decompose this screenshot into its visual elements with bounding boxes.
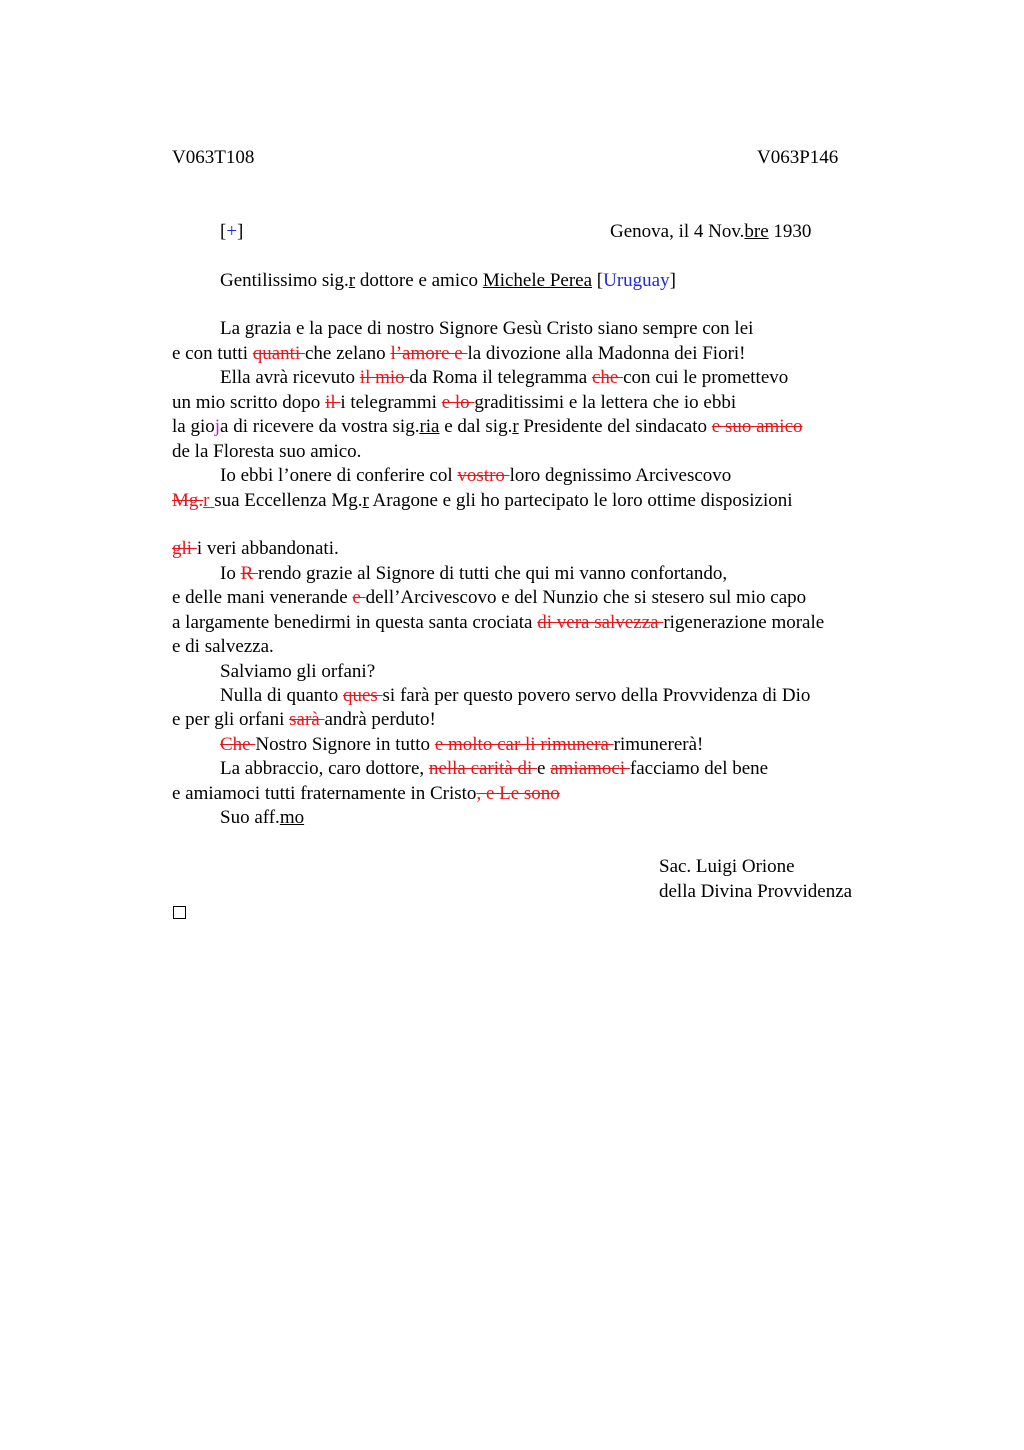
text-line: Ella avrà ricevuto il mio da Roma il telegramma che con cui le promettevo [220,367,789,388]
end-box-icon [173,906,186,919]
bracket-close: ] [237,221,244,242]
text-line: Salviamo gli orfani? [220,661,376,682]
recipient-name: Michele Perea [482,270,593,291]
document-code-right: V063P146 [757,147,839,168]
text-line: Io R rendo grazie al Signore di tutti che qui mi vanno confortando, [220,563,728,584]
text-line: Mg.r sua Eccellenza Mg.r Aragone e gli ho partecipato le loro ottime disposizioni [172,490,793,511]
text-line: e amiamoci tutti fraternamente in Cristo, e Le sono [172,783,560,804]
text-line: e per gli orfani sarà andrà perduto! [172,709,436,730]
bracket-open: [ [220,221,227,242]
signature-name: Sac. Luigi Orione [659,856,795,877]
text-line: Io ebbi l’onere di conferire col vostro loro degnissimo Arcivescovo [220,465,732,486]
cross-mark [220,220,243,244]
text-line: gli i veri abbandonati. [172,538,339,559]
dateline: Genova, il 4 Nov.bre 1930 [610,221,812,242]
document-code-left: V063T108 [172,147,255,168]
text-line: e con tutti quanti che zelano l’amore e la divozione alla Madonna dei Fiori! [172,343,746,364]
closing-line: Suo aff.mo [220,807,305,828]
text-line: de la Floresta suo amico. [172,441,362,462]
cross-symbol: + [226,221,238,242]
text-line: a largamente benedirmi in questa santa crociata di vera salvezza rigenerazione morale [172,612,825,633]
text-line: un mio scritto dopo il i telegrammi e lo graditissimi e la lettera che io ebbi [172,392,737,413]
text-line: La abbraccio, caro dottore, nella carità di e amiamoci facciamo del bene [220,758,769,779]
text-line: e di salvezza. [172,636,274,657]
text-line: La grazia e la pace di nostro Signore Gesù Cristo siano sempre con lei [220,318,754,339]
text-line: Nulla di quanto ques si farà per questo povero servo della Provvidenza di Dio [220,685,811,706]
signature-title: della Divina Provvidenza [659,881,853,902]
salutation: Gentilissimo sig.r dottore e amico Michele Perea [Uruguay] [220,270,676,291]
recipient-country: Uruguay [603,270,670,291]
text-line: Che Nostro Signore in tutto e molto car li rimunera rimunererà! [220,734,704,755]
text-line: la gioja di ricevere da vostra sig.ria e dal sig.r Presidente del sindacato e suo amico [172,416,803,437]
text-line: e delle mani venerande e dell’Arcivescovo e del Nunzio che si stesero sul mio capo [172,587,807,608]
